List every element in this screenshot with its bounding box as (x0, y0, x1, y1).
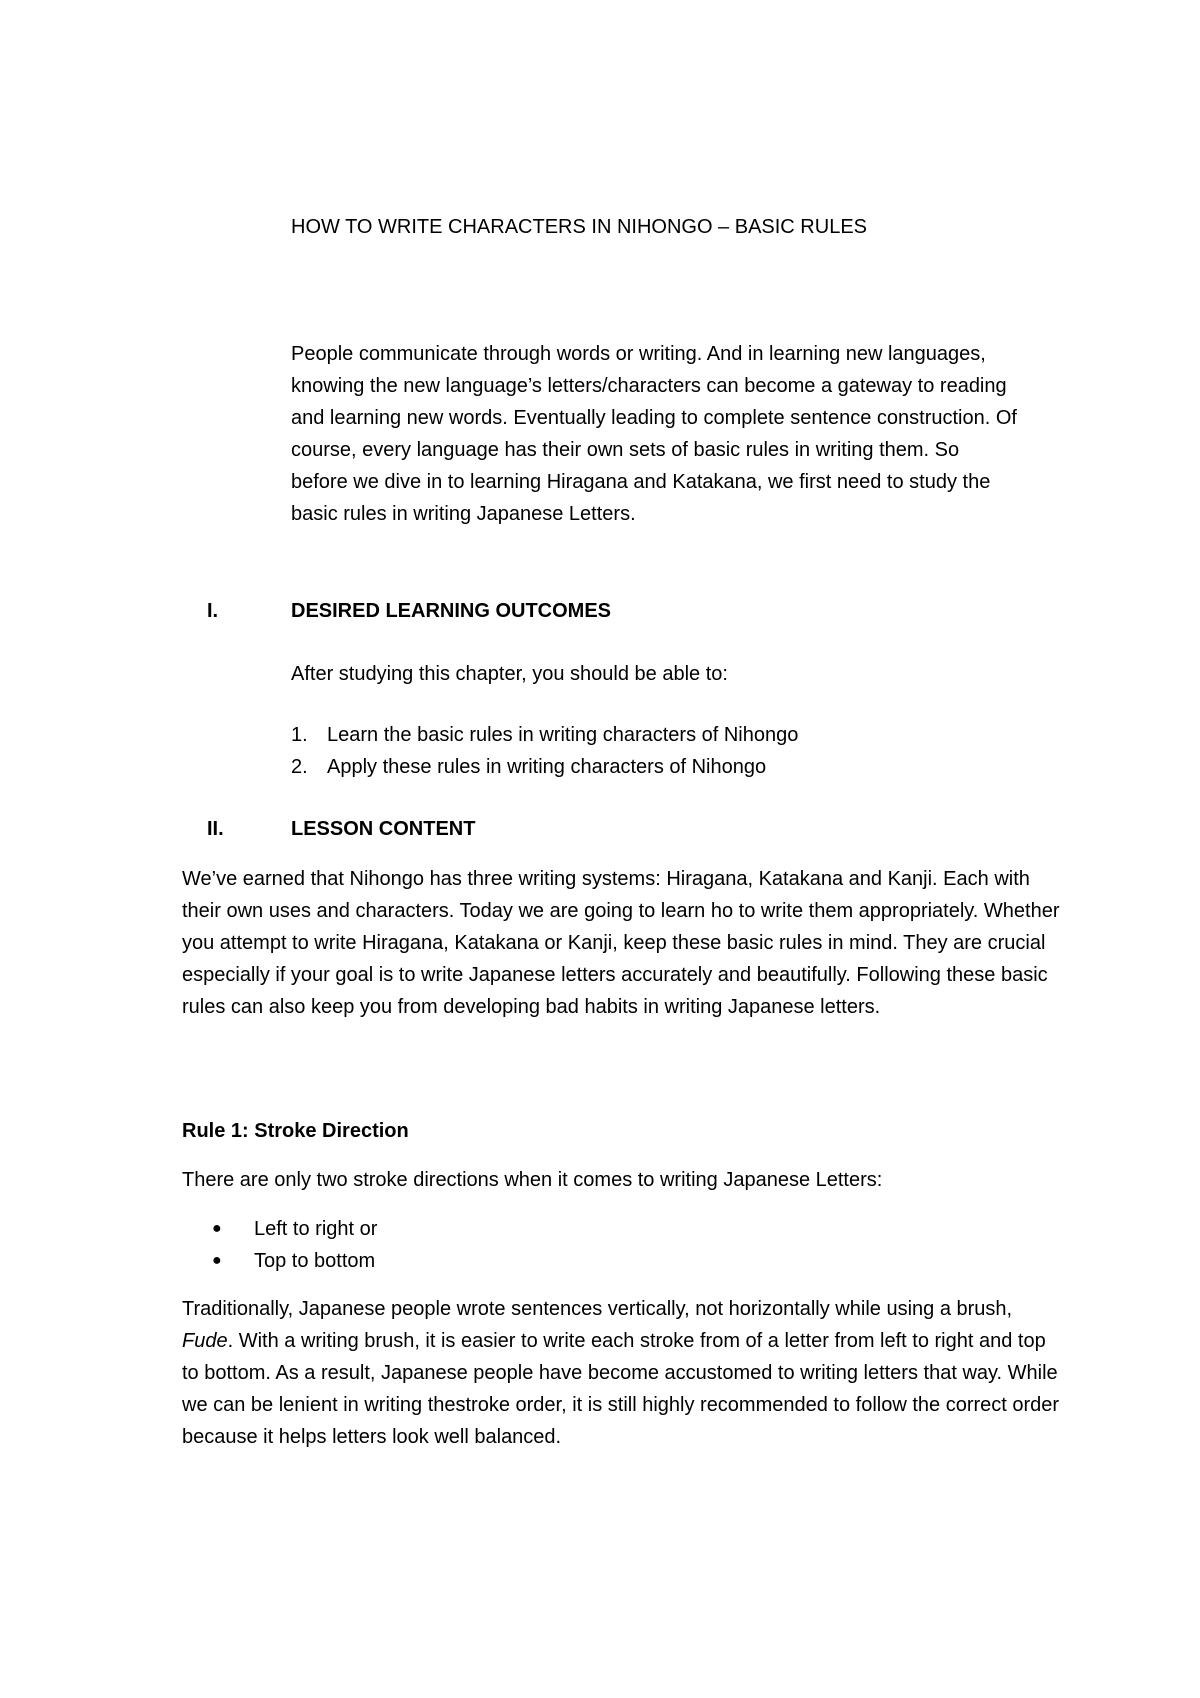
fude-term: Fude (182, 1330, 228, 1352)
section-2-title: LESSON CONTENT (291, 818, 476, 840)
section-1-heading (207, 597, 1007, 625)
rule-1-lead: There are only two stroke directions when it comes to writing Japanese Letters: (182, 1169, 883, 1191)
list-marker: 2. (291, 756, 308, 778)
section-1-title: DESIRED LEARNING OUTCOMES (291, 600, 612, 622)
list-item-text: Top to bottom (254, 1250, 376, 1272)
rule-1-paragraph-part1: Traditionally, Japanese people wrote sentences vertically, not horizontally while using a brush, (182, 1298, 1013, 1320)
list-item (212, 1213, 812, 1245)
list-item (291, 719, 991, 751)
rule-1-paragraph (182, 1293, 1062, 1453)
section-2-heading (207, 815, 1007, 843)
rule-1-paragraph-part2: . With a writing brush, it is easier to write each stroke from of a letter from left to right and top to bottom. As a result, Japanese people have become accustomed to writing letters that way. While we can be lenient in writing thestroke order, it is still highly recommended to follow the correct order because it helps letters look well balanced. (182, 1330, 1060, 1448)
section-2-number: II. (207, 818, 224, 840)
list-item (212, 1245, 812, 1277)
section-1-number: I. (207, 600, 219, 622)
outcomes-list (291, 719, 991, 783)
list-item-text: Apply these rules in writing characters of Nihongo (327, 756, 767, 778)
list-item (291, 751, 991, 783)
list-marker: 1. (291, 724, 308, 746)
rule-1-heading: Rule 1: Stroke Direction (182, 1120, 409, 1142)
bullet-icon: ● (212, 1220, 222, 1237)
intro-paragraph: People communicate through words or writing. And in learning new languages, knowing the new language’s letters/characters can become a gateway to reading and learning new words. Eventually leading to complete sentence construction. Of course, every language has their own sets of basic rules in writing them. So before we dive in to learning Hiragana and Katakana, we first need to study the basic rules in writing Japanese Letters. (291, 343, 1017, 525)
stroke-direction-list (212, 1213, 812, 1277)
bullet-icon: ● (212, 1252, 222, 1269)
list-item-text: Learn the basic rules in writing characters of Nihongo (327, 724, 799, 746)
document-title: HOW TO WRITE CHARACTERS IN NIHONGO – BASIC RULES (291, 216, 867, 238)
list-item-text: Left to right or (254, 1218, 378, 1240)
section-1-lead: After studying this chapter, you should be able to: (291, 663, 728, 685)
lesson-content-paragraph: We’ve earned that Nihongo has three writing systems: Hiragana, Katakana and Kanji. Each with their own uses and characters. Today we are going to learn ho to write them appropriately. Whether you attempt to write Hiragana, Katakana or Kanji, keep these basic rules in mind. They are crucial especially if your goal is to write Japanese letters accurately and beautifully. Following these basic rules can also keep you from developing bad habits in writing Japanese letters. (182, 868, 1060, 1018)
